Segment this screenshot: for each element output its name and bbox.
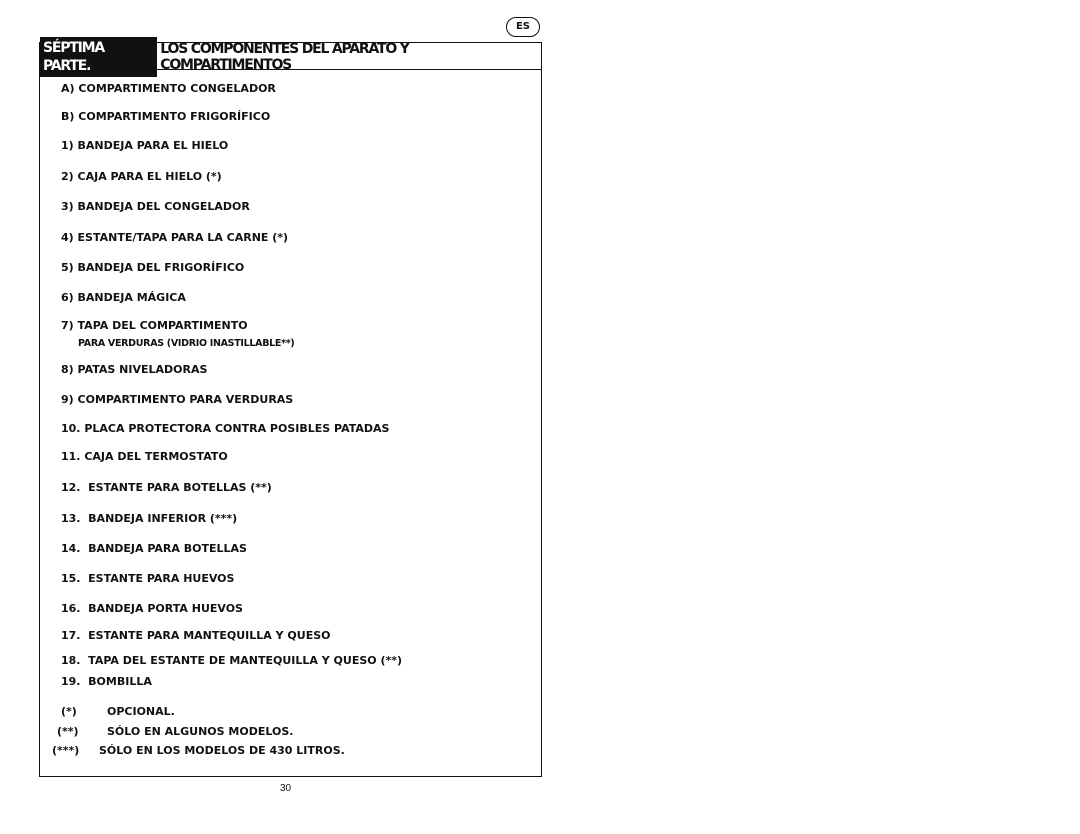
page-number: 30 (280, 783, 292, 794)
list-item: 5) BANDEJA DEL FRIGORÍFICO (61, 261, 245, 274)
list-item: 16. BANDEJA PORTA HUEVOS (61, 602, 243, 615)
list-item: 6) BANDEJA MÁGICA (61, 291, 186, 304)
list-item: 11. CAJA DEL TERMOSTATO (61, 450, 228, 463)
section-part-label: SÉPTIMA PARTE. (40, 37, 157, 77)
list-item: 3) BANDEJA DEL CONGELADOR (61, 200, 250, 213)
footnote: (***) SÓLO EN LOS MODELOS DE 430 LITROS. (52, 744, 345, 757)
footnote: (**) SÓLO EN ALGUNOS MODELOS. (57, 725, 294, 738)
list-item: 10. PLACA PROTECTORA CONTRA POSIBLES PATADAS (61, 422, 390, 435)
footnote: (*) OPCIONAL. (61, 705, 175, 718)
list-item: 18. TAPA DEL ESTANTE DE MANTEQUILLA Y QUESO (**) (61, 654, 403, 667)
list-item: 12. ESTANTE PARA BOTELLAS (**) (61, 481, 272, 494)
list-item: B) COMPARTIMENTO FRIGORÍFICO (61, 110, 271, 123)
list-item-continuation: PARA VERDURAS (VIDRIO INASTILLABLE**) (78, 338, 295, 349)
list-item: 13. BANDEJA INFERIOR (***) (61, 512, 238, 525)
list-item: 8) PATAS NIVELADORAS (61, 363, 208, 376)
list-item: 17. ESTANTE PARA MANTEQUILLA Y QUESO (61, 629, 331, 642)
list-item: 4) ESTANTE/TAPA PARA LA CARNE (*) (61, 231, 289, 244)
list-item: 1) BANDEJA PARA EL HIELO (61, 139, 229, 152)
list-item: 7) TAPA DEL COMPARTIMENTO (61, 319, 248, 332)
list-item: 9) COMPARTIMENTO PARA VERDURAS (61, 393, 294, 406)
list-item: A) COMPARTIMENTO CONGELADOR (61, 82, 276, 95)
section-header (40, 40, 541, 74)
list-item: 14. BANDEJA PARA BOTELLAS (61, 542, 247, 555)
list-item: 15. ESTANTE PARA HUEVOS (61, 572, 235, 585)
components-panel (39, 42, 542, 777)
language-badge: ES (506, 17, 540, 37)
section-title: LOS COMPONENTES DEL APARATO Y COMPARTIMENTOS (160, 41, 409, 73)
list-item: 19. BOMBILLA (61, 675, 152, 688)
list-item: 2) CAJA PARA EL HIELO (*) (61, 170, 222, 183)
